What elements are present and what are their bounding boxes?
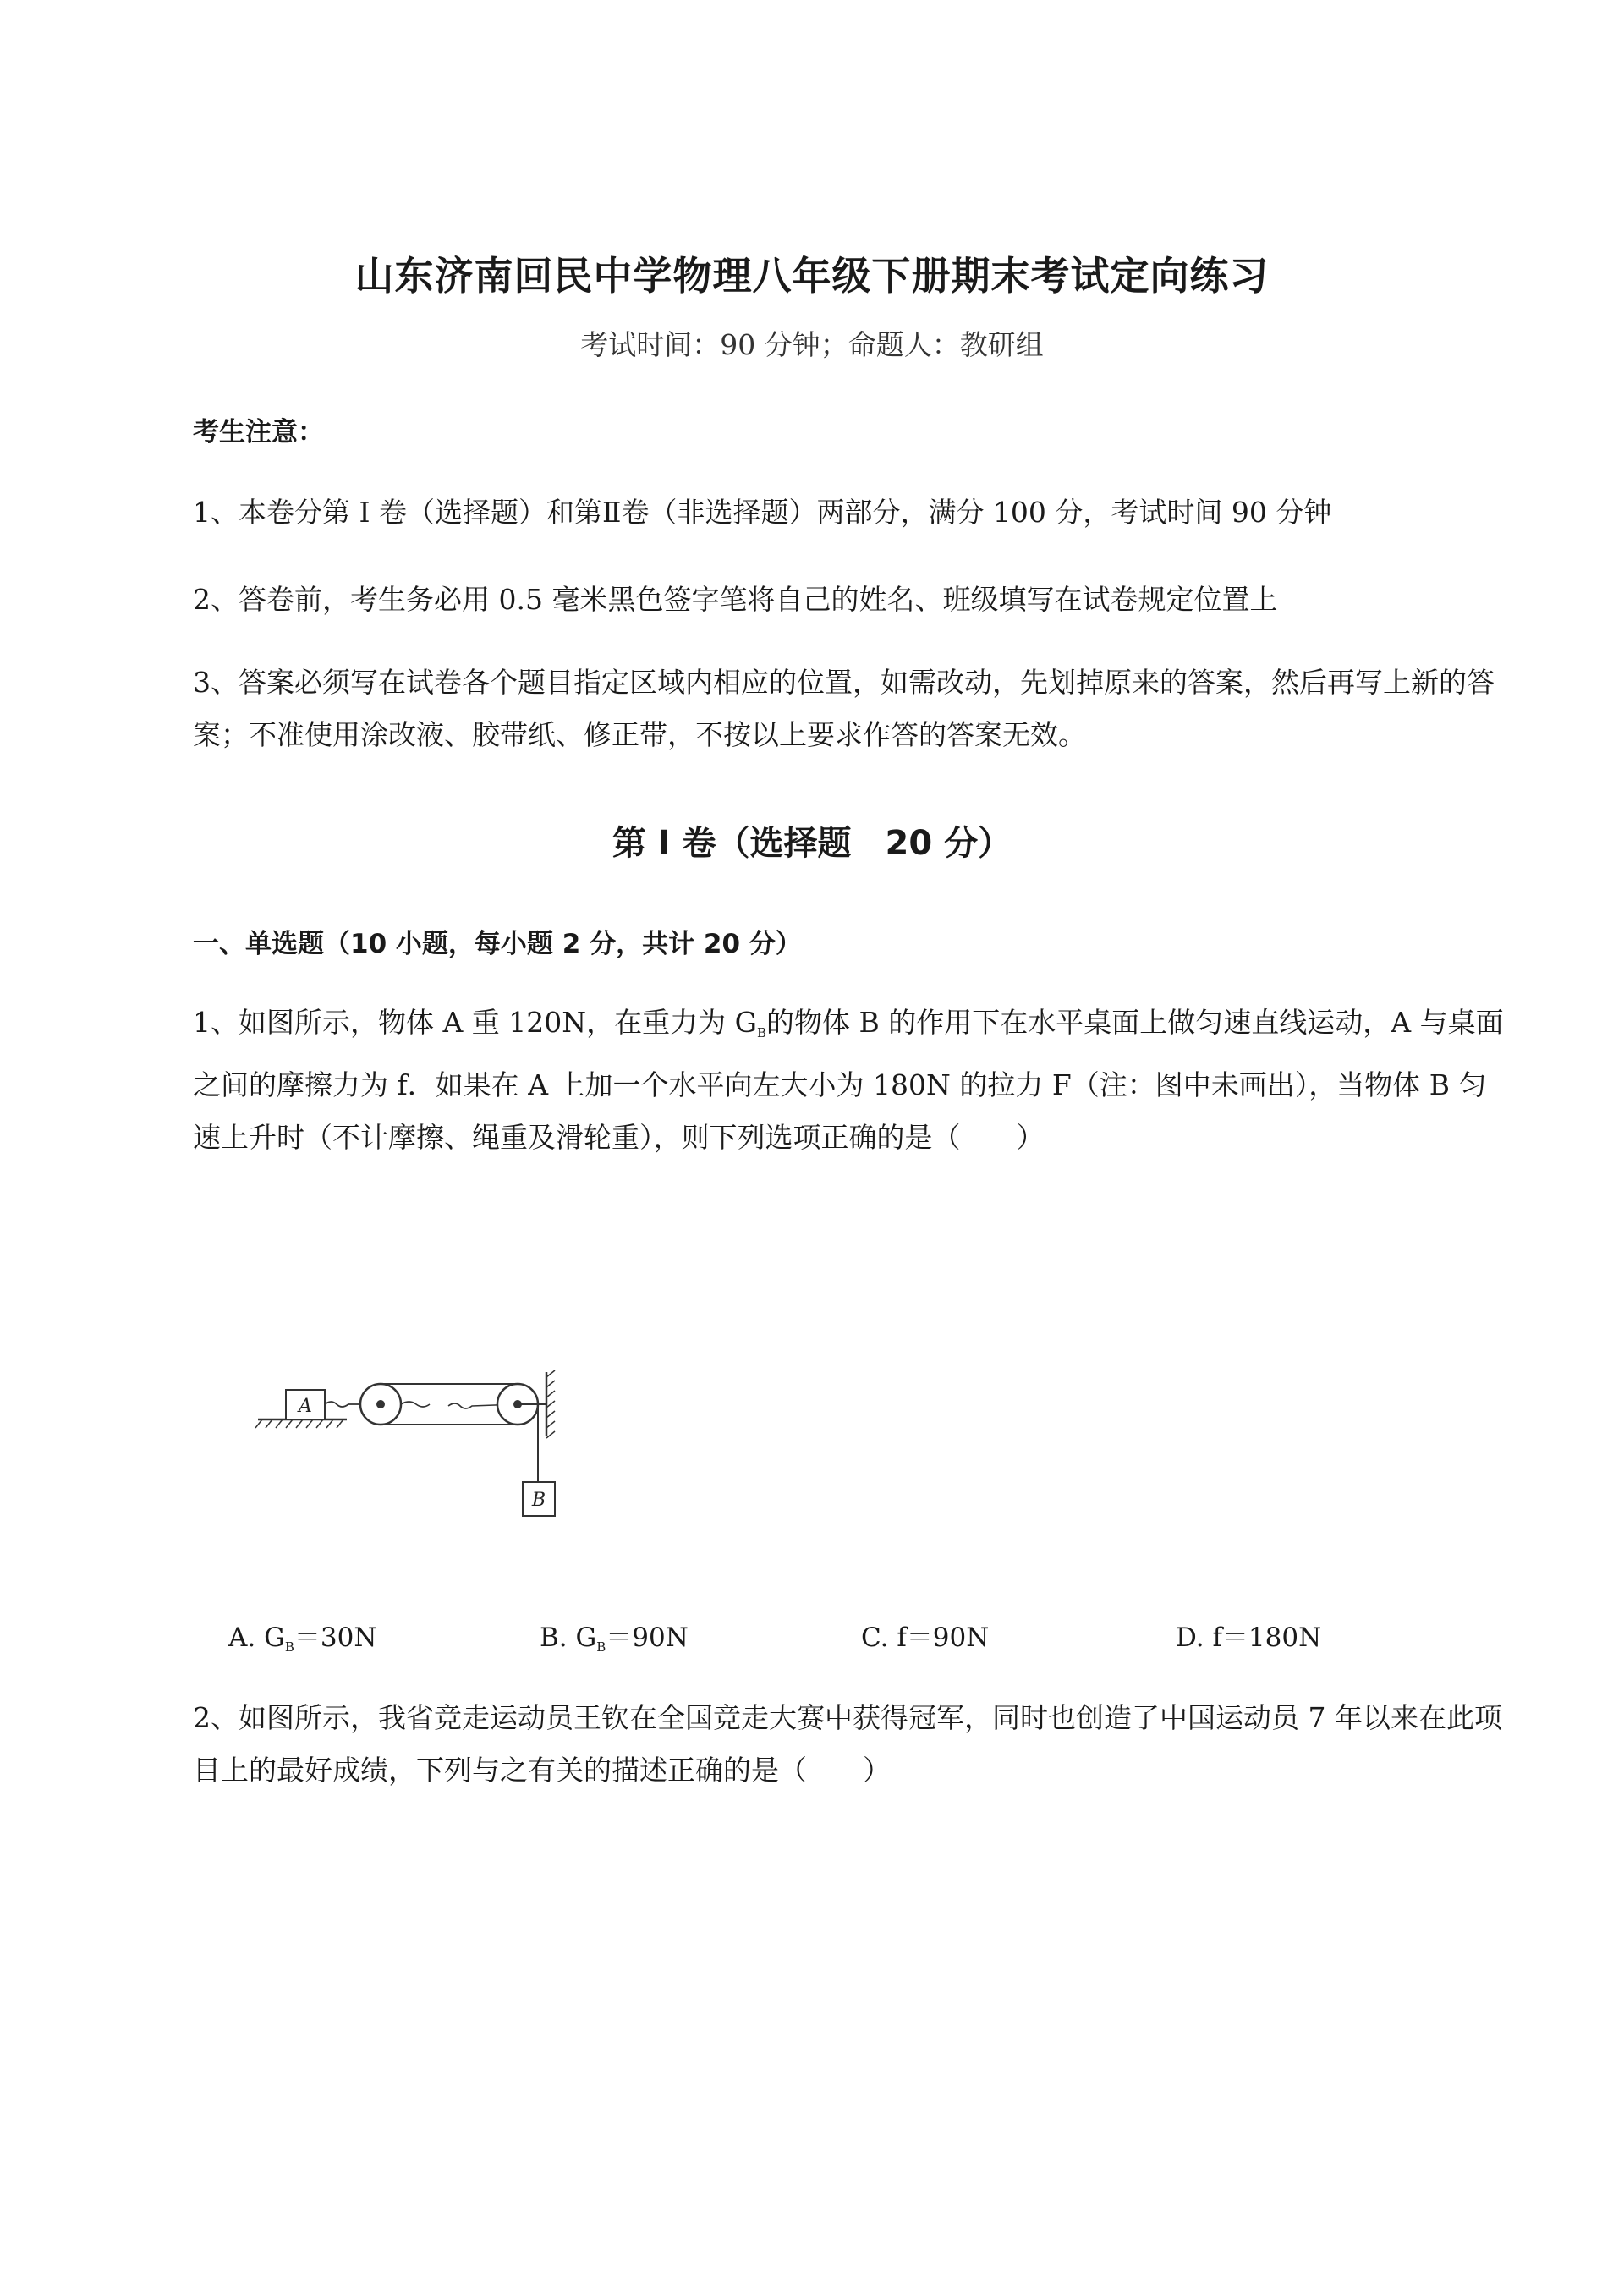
block-a-label: A: [299, 1396, 312, 1417]
option-b-prefix: B. G: [540, 1622, 597, 1653]
option-a-prefix: A. G: [228, 1622, 285, 1653]
option-d[interactable]: D. f＝180N: [1176, 1622, 1322, 1653]
question-1-text-b: 的物体 B 的作用下在水平桌面上做匀速直线运动，A 与桌面之间的摩擦力为 f．如果在 A 上加一个水平向左大小为 180N 的拉力 F（注：图中未画出），当物体 B 匀速上升时（不计摩擦、绳重及滑轮重），则下列选项正确的是（ ）: [193, 1006, 1504, 1154]
note-item-1: 1、本卷分第 I 卷（选择题）和第Ⅱ卷（非选择题）两部分，满分 100 分，考试时间 90 分钟: [193, 496, 1332, 529]
question-1-options: [228, 1616, 1548, 1658]
part-heading: 一、单选题（10 小题，每小题 2 分，共计 20 分）: [193, 929, 802, 959]
pulley-diagram: [254, 1370, 626, 1557]
option-b-subscript: B: [596, 1639, 606, 1655]
option-b-value: ＝90N: [606, 1622, 689, 1653]
question-2: 2、如图所示，我省竞走运动员王钦在全国竞走大赛中获得冠军，同时也创造了中国运动员 7 年以来在此项目上的最好成绩，下列与之有关的描述正确的是（ ）: [193, 1701, 1502, 1787]
wall-hatching: [546, 1370, 555, 1438]
question-1-subscript: B: [757, 1025, 767, 1040]
option-a[interactable]: [228, 1616, 376, 1655]
exam-title: 山东济南回民中学物理八年级下册期末考试定向练习: [354, 253, 1270, 299]
section-title: 第 I 卷（选择题 20 分）: [612, 824, 1012, 863]
question-1-text-a: 1、如图所示，物体 A 重 120N，在重力为 G: [193, 1006, 758, 1039]
table-hatching: [255, 1419, 343, 1428]
note-item-3: 3、答案必须写在试卷各个题目指定区域内相应的位置，如需改动，先划掉原来的答案，然后再写上新的答案；不准使用涂改液、胶带纸、修正带，不按以上要求作答的答案无效。: [193, 666, 1495, 751]
option-a-subscript: B: [284, 1639, 294, 1655]
exam-subtitle: 考试时间：90 分钟；命题人：教研组: [580, 328, 1044, 361]
question-1: [193, 997, 1512, 1164]
note-item-2: 2、答卷前，考生务必用 0.5 毫米黑色签字笔将自己的姓名、班级填写在试卷规定位置上: [193, 583, 1278, 616]
option-a-value: ＝30N: [294, 1622, 377, 1653]
notes-heading: 考生注意：: [193, 417, 324, 447]
block-b-label: B: [531, 1490, 546, 1511]
option-c[interactable]: C. f＝90N: [861, 1622, 990, 1653]
option-b[interactable]: [540, 1616, 689, 1655]
